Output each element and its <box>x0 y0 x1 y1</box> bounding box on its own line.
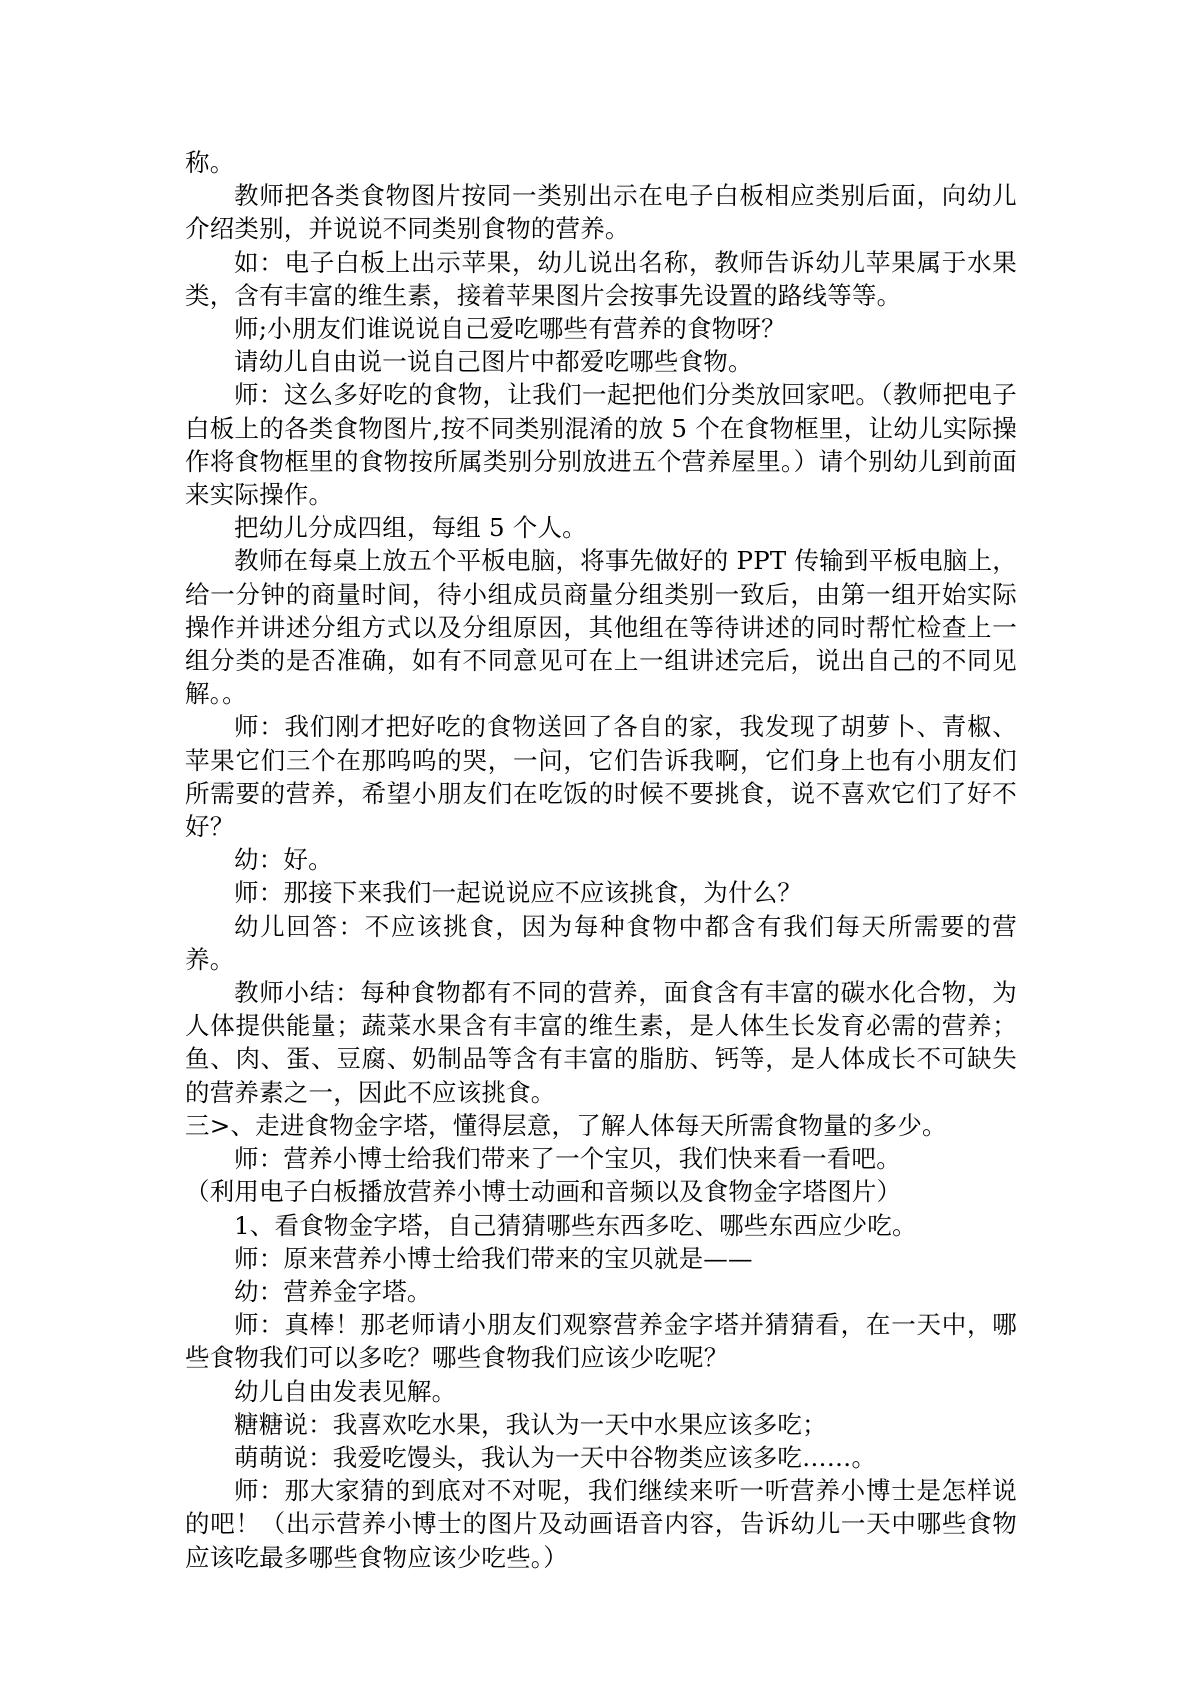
document-body <box>185 146 1017 1574</box>
paragraph: 师：那大家猜的到底对不对呢，我们继续来听一听营养小博士是怎样说的吧！（出示营养小博士的图片及动画语音内容，告诉幼儿一天中哪些食物应该吃最多哪些食物应该少吃些。） <box>185 1476 1017 1572</box>
paragraph: 师：原来营养小博士给我们带来的宝贝就是—— <box>234 1243 753 1273</box>
paragraph: 师：这么多好吃的食物，让我们一起把他们分类放回家吧。（教师把电子白板上的各类食物图片,按不同类别混淆的放 5 个在食物框里，让幼儿实际操作将食物框里的食物按所属类别分别放进五个营养屋里。）请个别幼儿到前面来实际操作。 <box>185 380 1017 510</box>
paragraph: 把幼儿分成四组，每组 5 个人。 <box>234 513 587 543</box>
paragraph: 称。 <box>185 148 235 177</box>
paragraph: 请幼儿自由说一说自己图片中都爱吃哪些食物。 <box>234 347 753 377</box>
paragraph: 糖糖说：我喜欢吃水果，我认为一天中水果应该多吃； <box>234 1409 827 1439</box>
paragraph: 教师把各类食物图片按同一类别出示在电子白板相应类别后面，向幼儿介绍类别，并说说不同类别食物的营养。 <box>185 181 1017 244</box>
paragraph: 幼：好。 <box>234 845 333 875</box>
paragraph: 教师在每桌上放五个平板电脑，将事先做好的 PPT 传输到平板电脑上，给一分钟的商量时间，待小组成员商量分组类别一致后，由第一组开始实际操作并讲述分组方式以及分组原因，其他组在等待讲述的同时帮忙检查上一组分类的是否准确，如有不同意见可在上一组讲述完后，说出自己的不同见解。。 <box>185 546 1017 709</box>
section-heading: 三>、走进食物金字塔，懂得层意，了解人体每天所需食物量的多少。 <box>185 1110 947 1140</box>
paragraph: 幼儿回答：不应该挑食，因为每种食物中都含有我们每天所需要的营养。 <box>185 911 1017 974</box>
paragraph: 师：那接下来我们一起说说应不应该挑食，为什么？ <box>234 878 803 908</box>
paragraph: 师：我们刚才把好吃的食物送回了各自的家，我发现了胡萝卜、青椒、苹果它们三个在那呜呜的哭，一问，它们告诉我啊，它们身上也有小朋友们所需要的营养，希望小朋友们在吃饭的时候不要挑食，说不喜欢它们了好不好？ <box>185 712 1017 842</box>
paragraph: 师;小朋友们谁说说自己爱吃哪些有营养的食物呀？ <box>234 314 786 344</box>
paragraph: 教师小结：每种食物都有不同的营养，面食含有丰富的碳水化合物，为人体提供能量；蔬菜水果含有丰富的维生素，是人体生长发育必需的营养；鱼、肉、蛋、豆腐、奶制品等含有丰富的脂肪、钙等，是人体成长不可缺失的营养素之一，因此不应该挑食。 <box>185 978 1017 1107</box>
paragraph: （利用电子白板播放营养小博士动画和音频以及食物金字塔图片） <box>185 1177 902 1207</box>
paragraph: 幼：营养金字塔。 <box>234 1276 432 1306</box>
paragraph: 师：营养小博士给我们带来了一个宝贝，我们快来看一看吧。 <box>234 1144 901 1174</box>
paragraph: 如：电子白板上出示苹果，幼儿说出名称，教师告诉幼儿苹果属于水果类，含有丰富的维生素，接着苹果图片会按事先设置的路线等等。 <box>185 247 1017 310</box>
paragraph: 幼儿自由发表见解。 <box>234 1376 457 1406</box>
paragraph: 萌萌说：我爱吃馒头，我认为一天中谷物类应该多吃……。 <box>234 1442 877 1472</box>
paragraph: 1、看食物金字塔，自己猜猜哪些东西多吃、哪些东西应少吃。 <box>234 1210 917 1240</box>
paragraph: 师：真棒！那老师请小朋友们观察营养金字塔并猜猜看，在一天中，哪些食物我们可以多吃？哪些食物我们应该少吃呢？ <box>185 1310 1017 1373</box>
